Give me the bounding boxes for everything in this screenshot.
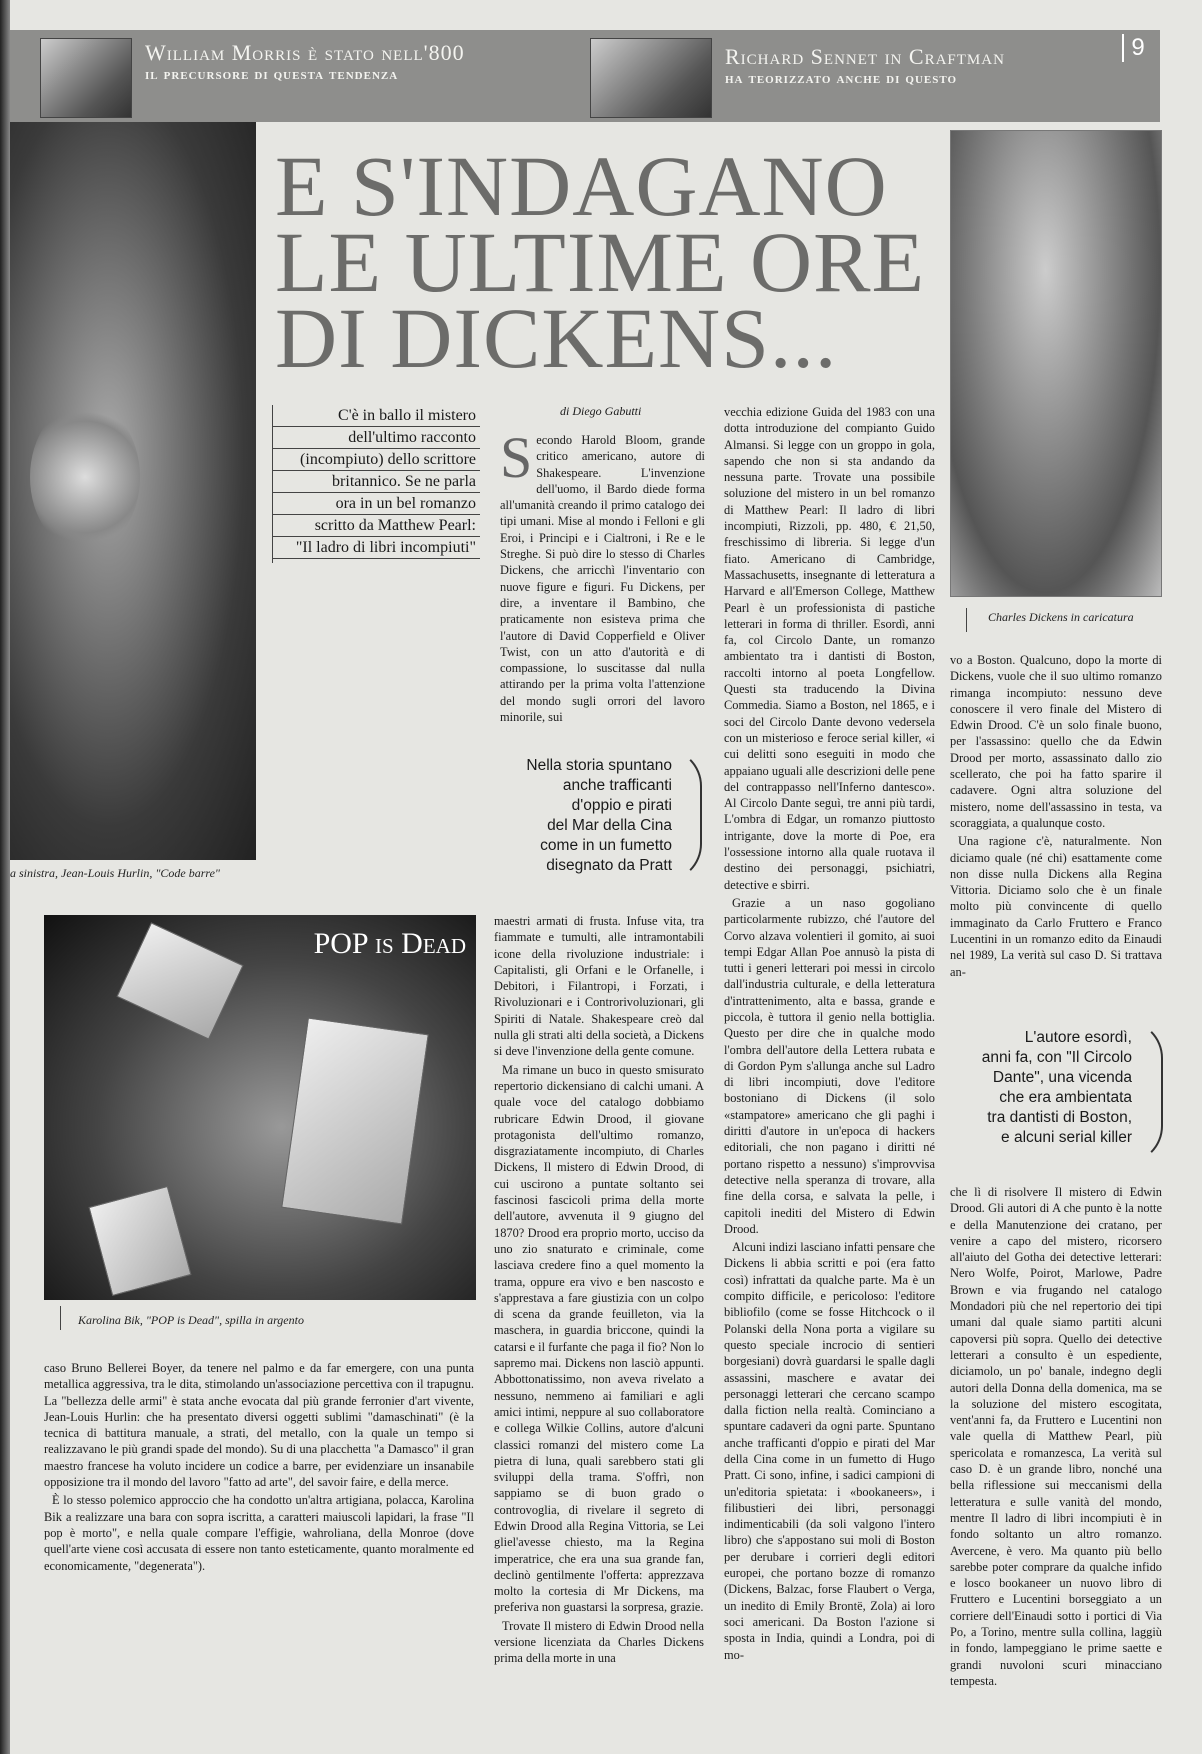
pull-quote-line: anni fa, con "Il Circolo bbox=[981, 1049, 1132, 1066]
pull-quote-bracket bbox=[664, 748, 702, 882]
pull-quote-line: Nella storia spuntano bbox=[526, 757, 672, 774]
header-left-line2: il precursore di questa tendenza bbox=[145, 66, 399, 83]
column-1-bottom bbox=[494, 913, 704, 1721]
article-paragraph: Alcuni indizi lasciano infatti pensare che Dickens li abbia scritti e poi (era fatto così) infrattati da qualche parte. Ma è un compito difficile, e pericoloso: l'editore bibliofilo (come se fosse Hitchcock o il Polanski della Nona porta a vigilare su questo speciale incrocio di sentieri borgesiani) dovrà guardarsi le spalle dagli assassini, maschere e avatar dei personaggi letterari che cercano scampo dalla fiction nella realtà. Cominciano a spuntare cadaveri da ogni parte. Spuntano anche trafficanti d'oppio e pirati del Mar della Cina come in un fumetto di Hugo Pratt. Ci sono, infine, i sadici campioni di un'editoria spietata: i «bookaneers», i filibustieri dei libri, personaggi indimenticabili (da soli valgono l'intero libro) che s'appostano sui moli di Boston per derubare i corrieri degli editori europei, che portano bozze di romanzo (Dickens, Balzac, forse Flaubert o Verga, un inedito di Emily Brontë, Zola) ai loro soci americani. Da Boston l'azione si sposta in India, quindi a Londra, poi di mo- bbox=[724, 1240, 935, 1662]
article-paragraph: econdo Harold Bloom, grande critico americano, autore di Shakespeare. L'invenzione dell'uomo, il Bardo diede forma all'umanità creando il primo catalogo dei tipi umani. Mise al mondo i Felloni e gli Eroi, i Principi e i Cialtroni, i Re e le Streghe. Si può dire lo stesso di Charles Dickens, che arricchì l'inventario con nuove figure e figuri. Fu Dickens, per dire, a inventare il Bambino, che praticamente non esisteva prima che l'autore di David Copperfield e Oliver Twist, con un atto d'autorità e di compassione, lo suscitasse dal nulla attirando per la prima volta l'attenzione del mondo sugli orrori del lavoro minorile, sui bbox=[500, 433, 705, 725]
header-left-line1: William Morris è stato nell'800 bbox=[145, 40, 465, 65]
column-1-top bbox=[500, 432, 705, 742]
coffin-shape bbox=[116, 922, 243, 1039]
article-paragraph: Una ragione c'è, naturalmente. Non diciamo quale (né chi) esattamente come non disse nulla Dickens alla Regina Vittoria. Diciamo solo che è un finale molto più convincente di quello immaginato da Carlo Fruttero e Franco Lucentini in un romanzo edito da Einaudi nel 1989, La verità sul caso D. Si trattava an- bbox=[950, 834, 1162, 979]
header-right-line2: ha teorizzato anche di questo bbox=[725, 70, 958, 87]
article-paragraph: che lì di risolvere Il mistero di Edwin Drood. Gli autori di A che punto è la notte e della Manutenzione dei cratano, per venire a capo del mistero, ricorsero all'aiuto del Gotha dei detective letterari: Nero Wolfe, Poirot, Marlowe, Padre Brown e via frugando nel catalogo Mondadori più che nel repertorio dei tipi umani dal quale siamo partiti alcuni capoversi più sopra. Quello dei detective letterari a consulto è un espediente, diciamolo, un po' banale, indegno degli autori della Donna della domenica, ma se la soluzione del mistero escogitata, vent'anni fa, da Fruttero e Lucentini non vale quella di Matthew Pearl, più spericolata e romanzesca, La verità sul caso D. è un grande libro, nonché una bella riflessione sui meccanismi della letteratura e sulle vanità del mondo, mentre Il ladro di libri incompiuti è in fondo soltanto un altro romanzo. Avercene, è vero. Ma quanto più bello sarebbe poter comprare da qualche infido e losco bookaneer un nuovo libro di Fruttero e Lucentini borseggiato a un corriere dell'Einaudi sotto i portici di Via Po, a Torino, mentre sulla collina, laggiù in fondo, lampeggiano le prime saette e grandi nuvoloni scuri minacciano tempesta. bbox=[950, 1185, 1162, 1688]
pull-quote-line: Dante", una vicenda bbox=[992, 1069, 1132, 1086]
intro-line: "Il ladro di libri incompiuti" bbox=[272, 537, 480, 559]
page-number: 9 bbox=[1122, 34, 1152, 62]
coffin-shape bbox=[88, 1186, 191, 1296]
pop-image-caption: Karolina Bik, "POP is Dead", spilla in argento bbox=[78, 1313, 304, 1327]
header-band bbox=[10, 30, 1160, 122]
pull-quote-line: d'oppio e pirati bbox=[571, 797, 672, 814]
title-line: E S'INDAGANO bbox=[275, 138, 888, 234]
column-3-bottom bbox=[950, 1184, 1162, 1724]
pull-quote-2 bbox=[940, 1028, 1132, 1148]
pull-quote-line: disegnato da Pratt bbox=[546, 857, 672, 874]
article-paragraph: vo a Boston. Qualcuno, dopo la morte di Dickens, vuole che il suo ultimo romanzo rimanga incompiuto: nessuno deve conoscere il vero finale del Mistero di Edwin Drood. C'è un solo finale buono, per l'assassino: quello che da Edwin Drood per morto, assassinato dallo zio scellerato, che poi ha fatto sparire il cadavere. Ogni altra soluzione del mistero, nome dell'assassino in testa, va scoraggiata, a qualunque costo. bbox=[950, 653, 1162, 830]
pull-quote-line: che era ambientata bbox=[999, 1089, 1132, 1106]
sidebar-text bbox=[44, 1360, 474, 1720]
dropcap: S bbox=[500, 432, 533, 490]
richard-sennet-photo bbox=[590, 38, 712, 118]
pull-quote-line: come in un fumetto bbox=[540, 837, 672, 854]
byline: di Diego Gabutti bbox=[560, 404, 642, 418]
coffin-shape bbox=[281, 1017, 429, 1224]
right-image-caption: Charles Dickens in caricatura bbox=[988, 610, 1134, 624]
intro-line: britannico. Se ne parla bbox=[272, 471, 480, 493]
header-left bbox=[145, 40, 465, 84]
article-title bbox=[275, 138, 935, 386]
header-right-line1: Richard Sennet in Craftman bbox=[725, 44, 1005, 69]
dickens-caricature-image bbox=[950, 130, 1162, 597]
column-2 bbox=[724, 404, 935, 1722]
article-paragraph: Trovate Il mistero di Edwin Drood nella versione licenziata da Charles Dickens prima della morte in una bbox=[494, 1618, 704, 1666]
title-line: LE ULTIME ORE bbox=[275, 214, 925, 310]
article-paragraph: Grazie a un naso gogoliano particolarmente rubizzo, ché l'autore del Corvo alzava volentieri il gomito, ai suoi tempi Edgar Allan Poe annusò la pista di tutti i generi letterari poi messi in circolo dall'industria culturale, e della letteratura d'intrattenimento, alta e bassa, grande e piccola, è tuttora il genio nella bottiglia. Questo per dire che in qualche modo l'ombra dell'autore della Lettera rubata e di Gordon Pym s'allunga anche sul Ladro di libri incompiuti, dove l'editore bostoniano di Dickens (il solo «stampatore» americano che gli paghi i diritti d'autore in un'epoca di hackers editoriali, che non pagano i diritti né portano rispetto a nessuno) s'improvvisa detective nella speranza di trovare, alla fine della corsa, e salvata la pelle, i capitoli inediti del Mistero di Edwin Drood. bbox=[724, 895, 935, 1236]
intro-line: scritto da Matthew Pearl: bbox=[272, 515, 480, 537]
pull-quote-line: L'autore esordì, bbox=[1024, 1029, 1132, 1046]
pop-is-dead-image bbox=[44, 915, 476, 1300]
intro-line: ora in un bel romanzo bbox=[272, 493, 480, 515]
article-paragraph: È lo stesso polemico approccio che ha condotto un'altra artigiana, polacca, Karolina Bik a realizzare una bara con sopra iscritta, a caratteri maiuscoli lapidari, la frase "Il pop è morto", e nella quale compare l'effigie, wahroliana, della Monroe (dove quell'arte viene così accusata di essere non tanto esteticamente, quanto moralmente ed economicamente, "degenerata"). bbox=[44, 1493, 474, 1573]
column-3-top bbox=[950, 652, 1162, 996]
intro-line: dell'ultimo racconto bbox=[272, 427, 480, 449]
left-image-caption: a sinistra, Jean-Louis Hurlin, "Code barre" bbox=[10, 866, 220, 880]
pull-quote-line: tra dantisti di Boston, bbox=[987, 1109, 1132, 1126]
intro-line: C'è in ballo il mistero bbox=[272, 405, 480, 427]
pull-quote-line: e alcuni serial killer bbox=[1001, 1129, 1132, 1146]
william-morris-photo bbox=[40, 38, 132, 118]
article-paragraph: maestri armati di frusta. Infuse vita, tra fiammate e tumulti, alle intramontabili icone della rivoluzione industriale: i Capitalisti, gli Orfani e le Orfanelle, i Debitori, i Filantropi, i Forzati, i Rivoluzionari e i Controrivoluzionari, gli Spiriti di Natale. Shakespeare creò dal nulla gli strati alti della società, a Dickens si deve l'invenzione della gente comune. bbox=[494, 914, 704, 1059]
title-line: DI DICKENS... bbox=[275, 290, 838, 386]
pop-overlay-title: POP is Dead bbox=[313, 927, 466, 960]
intro-line: (incompiuto) dello scrittore bbox=[272, 449, 480, 471]
article-paragraph: vecchia edizione Guida del 1983 con una dotta introduzione del compianto Guido Almansi. Si legge con un groppo in gola, sapendo che non si sta andando da nessuna parte. Trovate una possibile soluzione del mistero in un bel romanzo di Matthew Pearl: Il ladro di libri incompiuti, Rizzoli, pp. 480, € 21,50, freschissimo di libreria. Si legge d'un fiato. Americano di Cambridge, Massachusetts, insegnante di letteratura a Harvard e all'Emerson College, Matthew Pearl è un professionista di pastiche letterari in forma di thriller. Esordì, anni fa, col Circolo Dante, un romanzo ambientato tra i dantisti di Boston, raccolti intorno al poeta Longfellow. Questi sta traducendo la Divina Commedia. Siamo a Boston, nel 1865, e i soci del Circolo Dante devono vedersela con un misterioso e feroce serial killer, «i cui delitti sono eseguiti in modo che appaiano uguali alle descrizioni delle pene del contrappasso nell'Inferno dantesco». Al Circolo Dante seguì, tre anni più tardi, L'ombra di Edgar, un romanzo piuttosto intrigante, dove la morte di Poe, era l'ossessione intorno alla quale ruotava il destino dei personaggi, psichiatri, detective e sbirri. bbox=[724, 405, 935, 892]
pull-quote-line: anche trafficanti bbox=[562, 777, 672, 794]
header-right bbox=[725, 44, 1005, 88]
pull-quote-line: del Mar della Cina bbox=[547, 817, 672, 834]
pull-quote-bracket bbox=[1125, 1020, 1163, 1164]
pull-quote-1 bbox=[480, 756, 672, 876]
intro-box bbox=[272, 405, 480, 559]
article-paragraph: Ma rimane un buco in questo smisurato repertorio dickensiano di calchi umani. A quale voce del catalogo dobbiamo rubricare Edwin Drood, il giovane protagonista dell'ultimo romanzo, disgraziatamente incompiuto, di Charles Dickens, Il mistero di Edwin Drood, di cui uscirono a puntate soltanto sei fascinosi fascicoli prima della morte dell'autore, avvenuta il 9 giugno del 1870? Drood era proprio morto, ucciso da uno zio snaturato e criminale, come lasciava credere fino a quel momento la trama, oppure era vivo e ben nascosto e s'apprestava a fare giustizia con un colpo di scena da grande feuilleton, via la maschera, in guardia briccone, quindi la catarsi e il furfante che paga il fio? Non lo sapremo mai. Dickens non lasciò appunti. Abbottonatissimo, non aveva rivelato a nessuno, nemmeno ai familiari e agli amici intimi, neppure al suo collaboratore e collega Wilkie Collins, autore d'alcuni classici romanzi del mistero come La pietra di luna, quali sarebbero stati gli sviluppi della trama. S'offrì, non sappiamo se di buon grado o controvoglia, di rivelare il segreto di Edwin Drood alla Regina Vittoria, se Lei gliel'avesse chiesto, ma la Regina imperatrice, che era una sua grande fan, declinò gentilmente l'offerta: apprezzava molto la cortesia di Mr Dickens, ma preferiva non guastarsi la sorpresa, grazie. bbox=[494, 1062, 704, 1615]
code-barre-artwork-image bbox=[10, 122, 256, 860]
article-paragraph: caso Bruno Bellerei Boyer, da tenere nel palmo e da far emergere, con una punta metallica aggressiva, tra le dita, stimolando un'associazione percettiva con il trapugnu. La "bellezza delle armi" è stata anche evocata dal più grande ferronier d'art vivente, Jean-Louis Hurlin: che ha presentato diversi oggetti sublimi "damaschinati" (è la tecnica di battitura manuale, a strati, del metallo, con la quale un tempo si realizzavano le più grandi spade del mondo). Su di una placchetta "a Damasco" il gran maestro francese ha voluto incidere un codice a barre, per evidenziare un insanabile opposizione tra il mondo del lavoro "fatto ad arte", del savoir faire, e della merce. bbox=[44, 1361, 474, 1490]
page-binding bbox=[0, 0, 10, 1754]
